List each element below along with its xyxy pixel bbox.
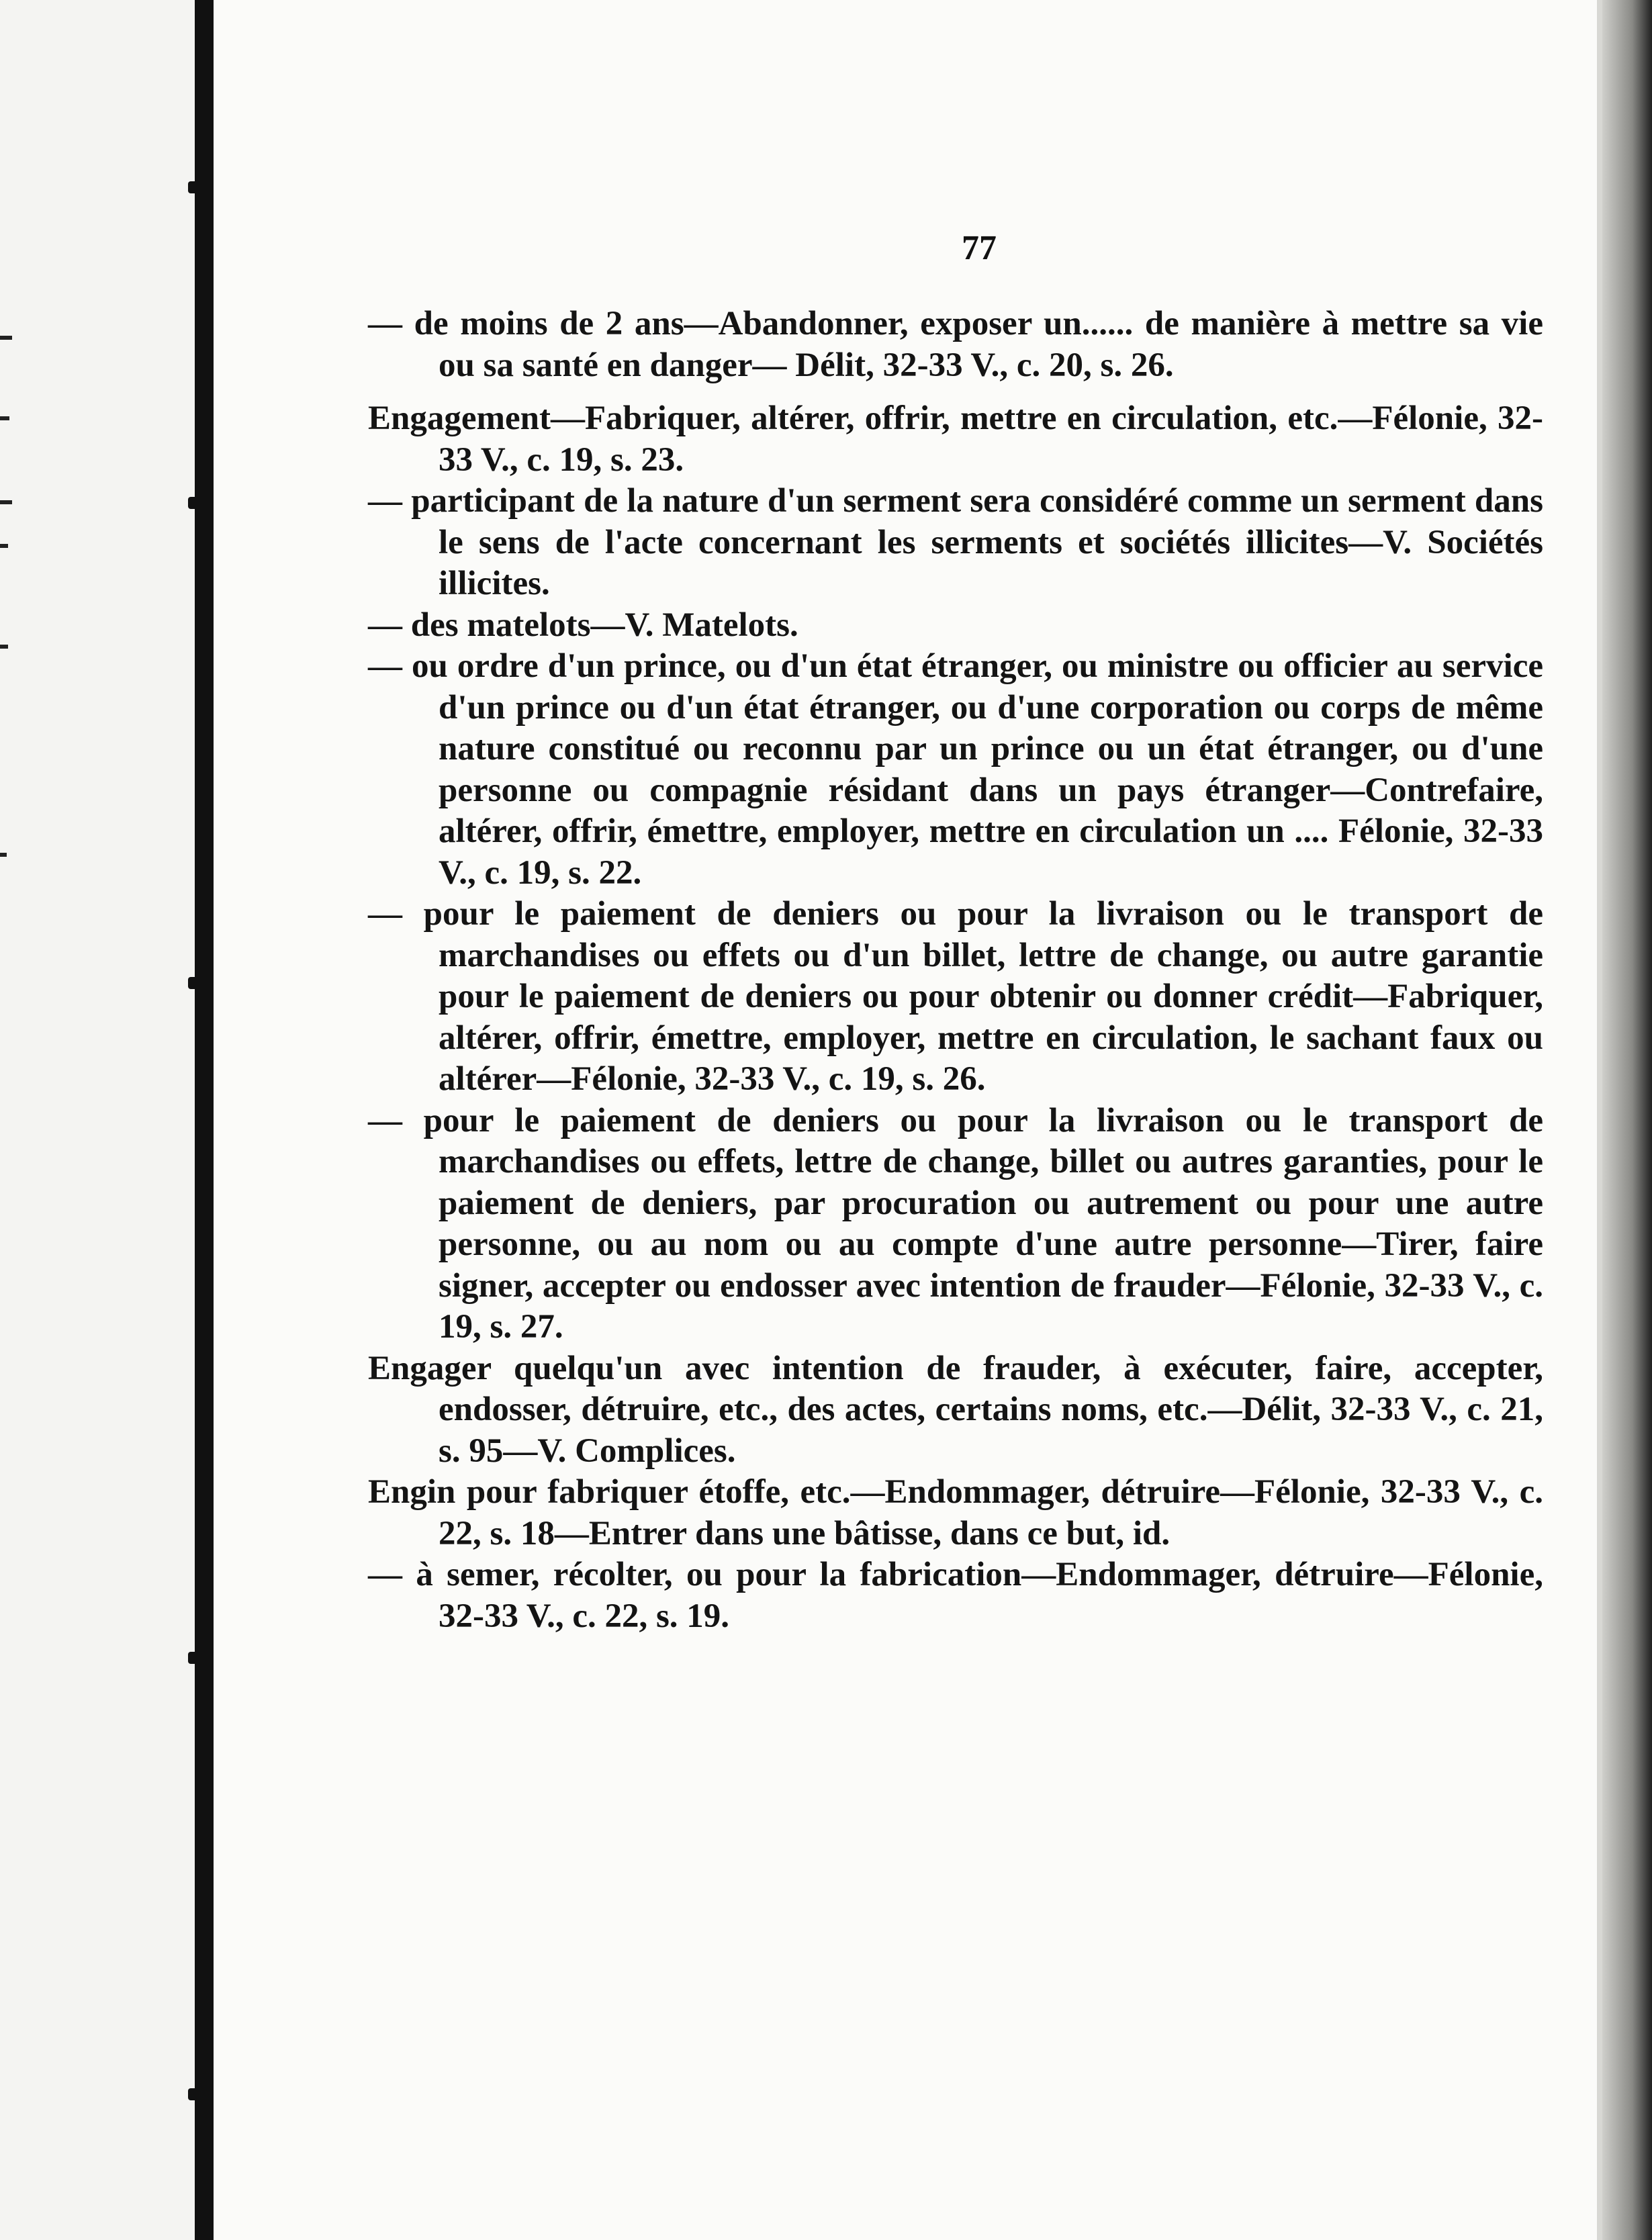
page-number: 77	[962, 229, 997, 267]
page-edge-shadow	[1602, 0, 1652, 2240]
margin-mark	[0, 500, 12, 504]
margin-mark	[0, 336, 12, 340]
index-entry: Engagement—Fabriquer, altérer, offrir, mettre en circulation, etc.—Félonie, 32-33 V., c. 19, s. 23.	[368, 400, 1543, 479]
index-entry: — participant de la nature d'un serment sera considéré comme un serment dans le sens de l'acte concernant les serments et sociétés illicites—V. Sociétés illicites.	[368, 482, 1543, 602]
adjacent-page-edge	[0, 0, 195, 2240]
index-entry: — des matelots—V. Matelots.	[368, 606, 798, 644]
index-entry: — à semer, récolter, ou pour la fabrication—Endommager, détruire—Félonie, 32-33 V., c. 22, s. 19.	[368, 1556, 1543, 1635]
margin-mark	[0, 544, 8, 548]
index-entry: — pour le paiement de deniers ou pour la livraison ou le transport de marchandises ou effets ou d'un billet, lettre de change, ou autre garantie pour le paiement de deniers ou pour obtenir ou donner crédit—Fabriquer, altérer, offrir, émettre, employer, mettre en circulation, le sachant faux ou altérer—Félonie, 32-33 V., c. 19, s. 26.	[368, 895, 1543, 1098]
book-spine	[195, 0, 214, 2240]
index-entries	[368, 304, 1543, 1637]
index-entry: — ou ordre d'un prince, ou d'un état étranger, ou ministre ou officier au service d'un prince ou d'un état étranger, ou d'une corporation ou corps de même nature constitué ou reconnu par un prince ou un état étranger, ou d'une personne ou compagnie résidant dans un pays étranger—Contrefaire, altérer, offrir, émettre, employer, mettre en circulation un .... Félonie, 32-33 V., c. 19, s. 22.	[368, 647, 1543, 892]
margin-mark	[0, 853, 7, 857]
document-page	[214, 0, 1602, 2240]
index-entry: Engin pour fabriquer étoffe, etc.—Endommager, détruire—Félonie, 32-33 V., c. 22, s. 18—Entrer dans une bâtisse, dans ce but, id.	[368, 1473, 1543, 1552]
index-entry: — de moins de 2 ans—Abandonner, exposer un...... de manière à mettre sa vie ou sa santé en danger— Délit, 32-33 V., c. 20, s. 26.	[368, 305, 1543, 384]
index-entry: Engager quelqu'un avec intention de frauder, à exécuter, faire, accepter, endosser, détruire, etc., des actes, certains noms, etc.—Délit, 32-33 V., c. 21, s. 95—V. Complices.	[368, 1349, 1543, 1470]
margin-mark	[0, 416, 9, 420]
margin-mark	[0, 645, 8, 649]
index-entry: — pour le paiement de deniers ou pour la livraison ou le transport de marchandises ou effets, lettre de change, billet ou autres garanties, pour le paiement de deniers, par procuration ou autrement ou pour une autre personne, ou au nom ou au compte d'une autre personne—Tirer, faire signer, accepter ou endosser avec intention de frauder—Félonie, 32-33 V., c. 19, s. 27.	[368, 1101, 1543, 1346]
